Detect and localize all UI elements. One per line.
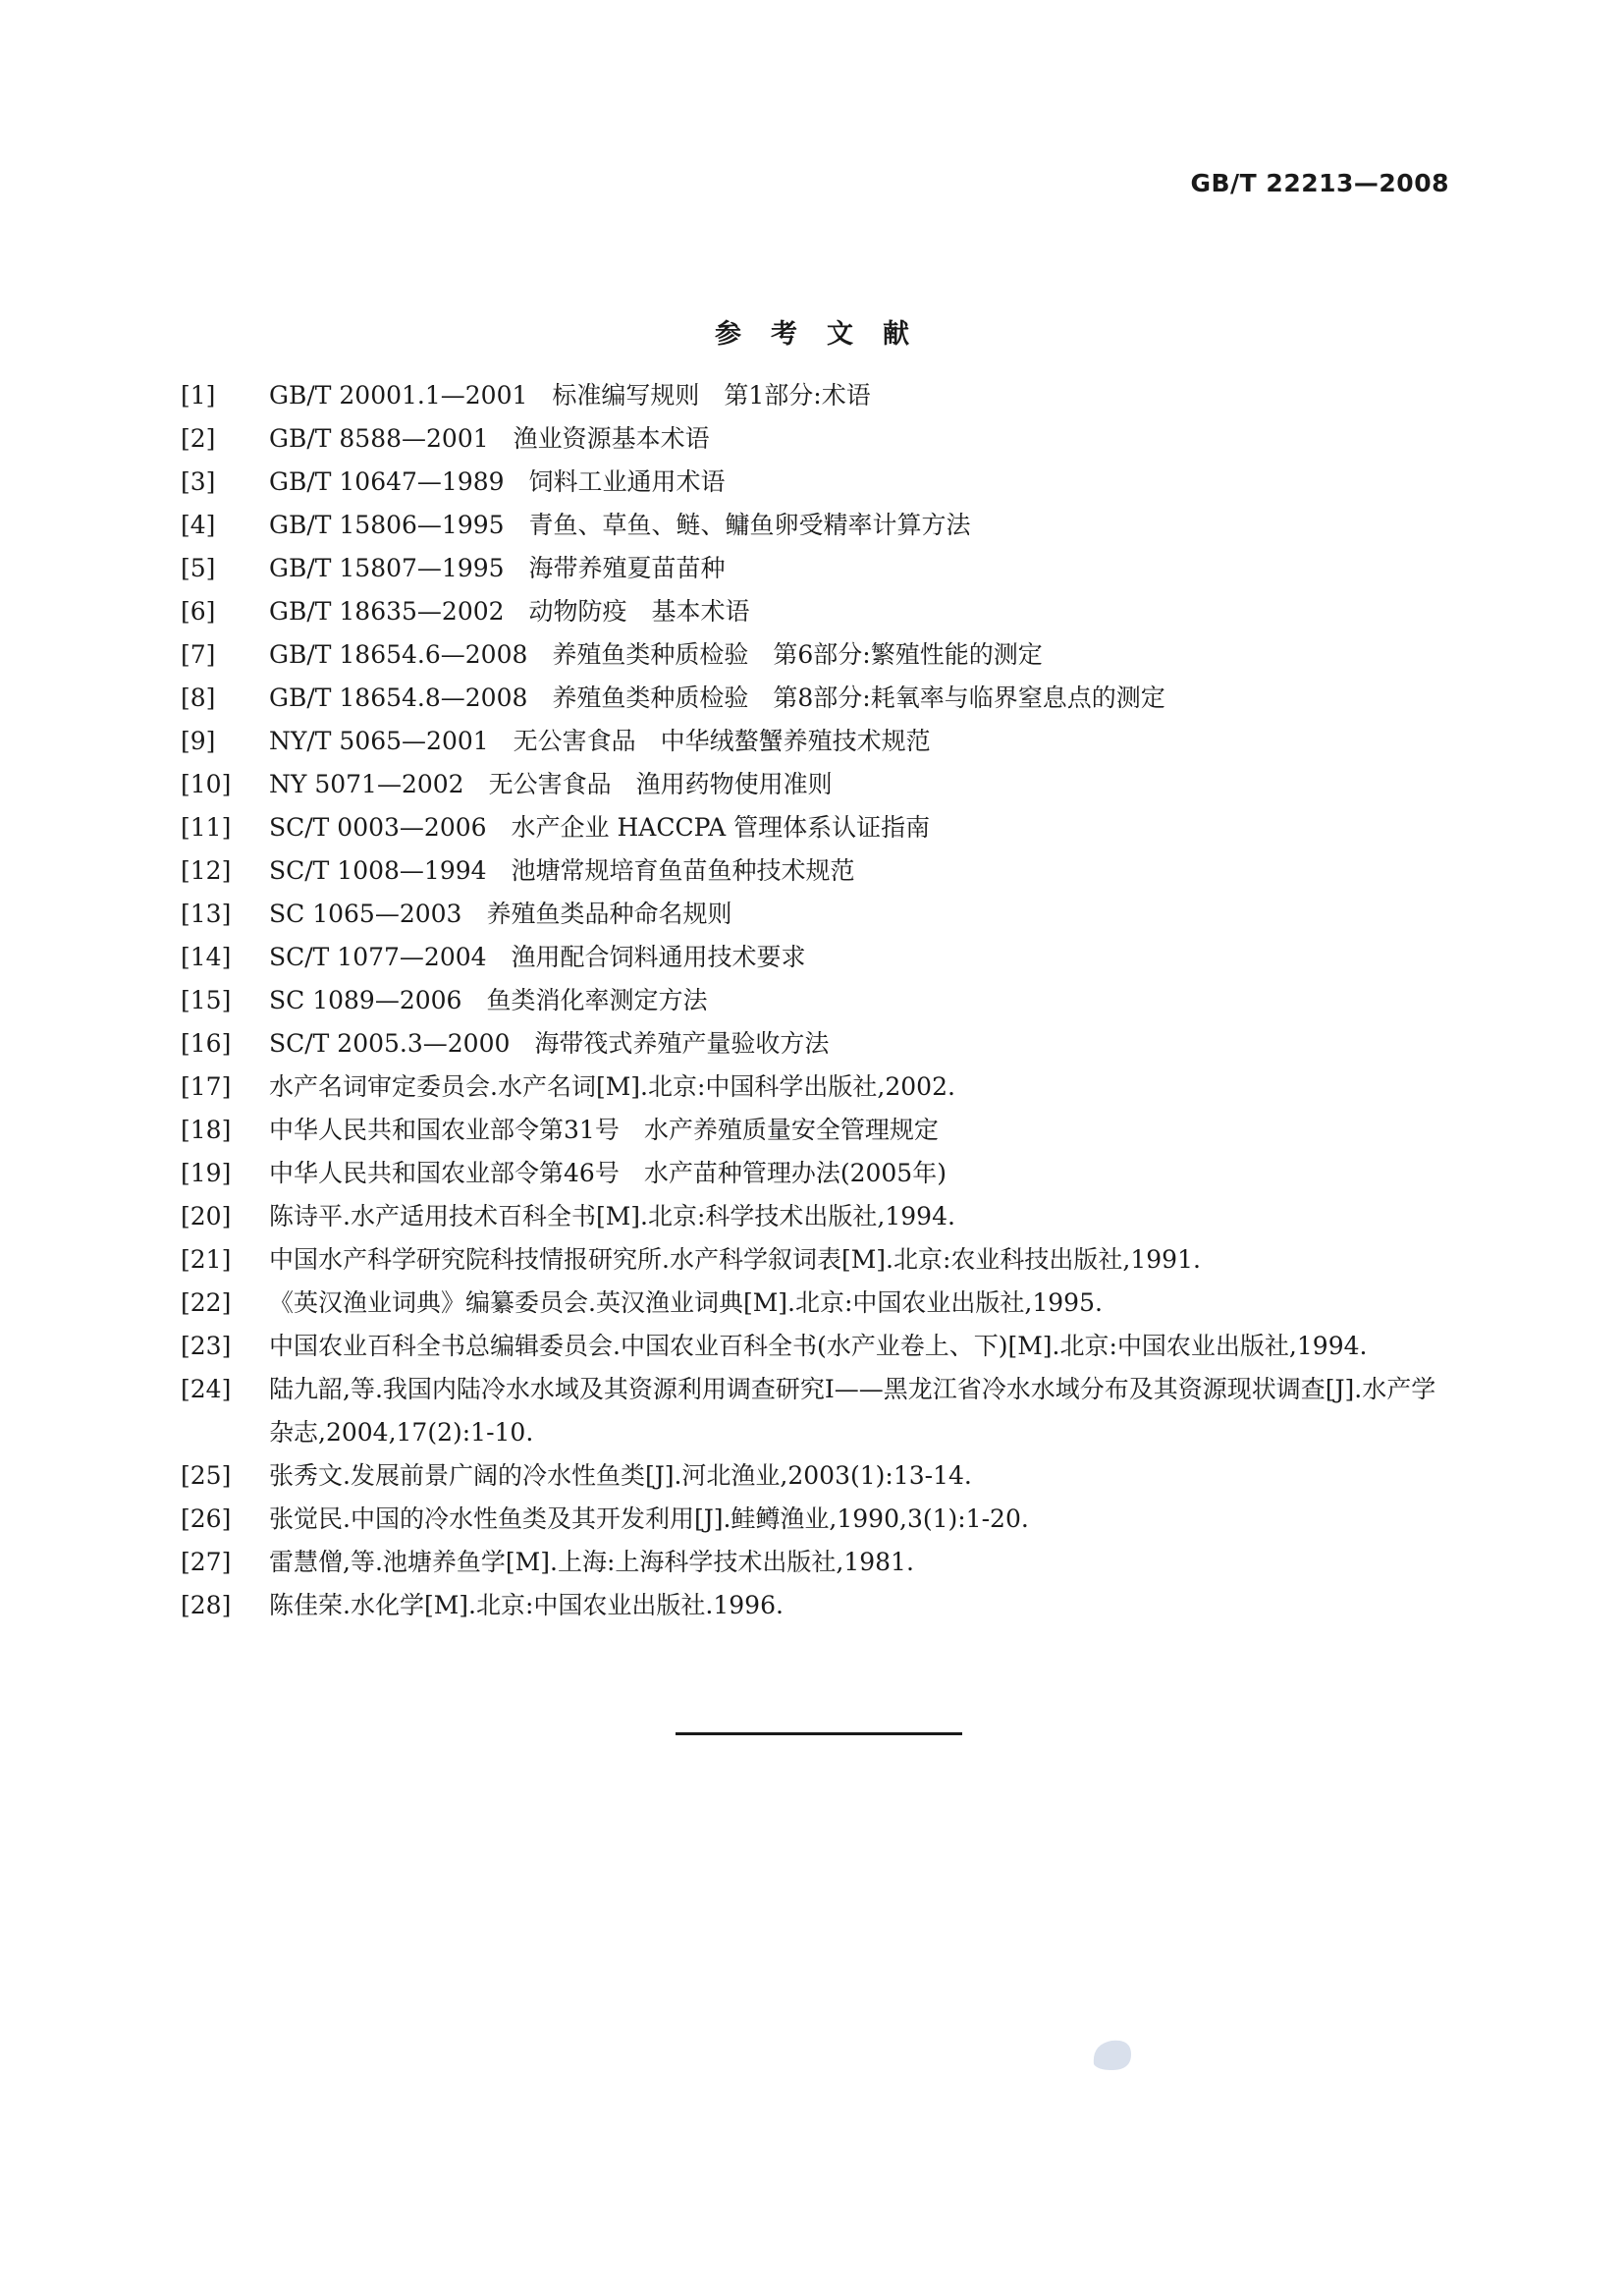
reference-number: [4] — [181, 511, 216, 539]
reference-item — [181, 720, 1453, 763]
reference-item — [181, 633, 1453, 677]
reference-item — [181, 893, 1453, 936]
reference-item — [181, 1454, 1453, 1498]
reference-number: [19] — [181, 1159, 232, 1187]
reference-item — [181, 936, 1453, 979]
reference-text: SC/T 1008—1994 池塘常规培育鱼苗鱼种技术规范 — [269, 856, 855, 885]
reference-number: [21] — [181, 1245, 232, 1274]
reference-number: [3] — [181, 467, 216, 496]
reference-text: SC/T 2005.3—2000 海带筏式养殖产量验收方法 — [269, 1029, 830, 1058]
reference-item — [181, 763, 1453, 806]
reference-item — [181, 590, 1453, 633]
reference-text: 张觉民.中国的冷水性鱼类及其开发利用[J].鲑鳟渔业,1990,3(1):1-20. — [269, 1504, 1029, 1533]
reference-text: GB/T 8588—2001 渔业资源基本术语 — [269, 424, 710, 453]
reference-text: GB/T 20001.1—2001 标准编写规则 第1部分:术语 — [269, 381, 871, 410]
reference-item — [181, 1541, 1453, 1584]
sac-watermark-icon — [1088, 2035, 1135, 2074]
reference-item — [181, 1368, 1453, 1454]
reference-text: SC 1089—2006 鱼类消化率测定方法 — [269, 986, 708, 1014]
reference-item — [181, 547, 1453, 590]
reference-number: [15] — [181, 986, 232, 1014]
reference-text: 中国水产科学研究院科技情报研究所.水产科学叙词表[M].北京:农业科技出版社,1991. — [269, 1245, 1201, 1274]
reference-text: 中华人民共和国农业部令第31号 水产养殖质量安全管理规定 — [269, 1116, 939, 1144]
reference-text: 雷慧僧,等.池塘养鱼学[M].上海:上海科学技术出版社,1981. — [269, 1548, 914, 1576]
reference-text: 张秀文.发展前景广阔的冷水性鱼类[J].河北渔业,2003(1):13-14. — [269, 1461, 972, 1490]
section-title: 参考文献 — [715, 319, 939, 350]
reference-item — [181, 417, 1453, 461]
reference-number: [1] — [181, 381, 216, 410]
reference-number: [27] — [181, 1548, 232, 1576]
reference-number: [17] — [181, 1072, 232, 1101]
reference-text: GB/T 10647—1989 饲料工业通用术语 — [269, 467, 726, 496]
reference-item — [181, 1325, 1453, 1368]
reference-number: [2] — [181, 424, 216, 453]
reference-number: [11] — [181, 813, 232, 842]
reference-number: [13] — [181, 900, 232, 928]
reference-text: GB/T 18654.6—2008 养殖鱼类种质检验 第6部分:繁殖性能的测定 — [269, 640, 1043, 669]
reference-text: 《英汉渔业词典》编纂委员会.英汉渔业词典[M].北京:中国农业出版社,1995. — [269, 1288, 1103, 1317]
reference-item — [181, 1238, 1453, 1282]
reference-number: [25] — [181, 1461, 232, 1490]
standard-code: GB/T 22213—2008 — [1190, 169, 1449, 197]
reference-number: [12] — [181, 856, 232, 885]
reference-number: [10] — [181, 770, 232, 798]
reference-number: [6] — [181, 597, 216, 626]
reference-text: 水产名词审定委员会.水产名词[M].北京:中国科学出版社,2002. — [269, 1072, 955, 1101]
reference-item — [181, 461, 1453, 504]
reference-item — [181, 1195, 1453, 1238]
reference-text: GB/T 18635—2002 动物防疫 基本术语 — [269, 597, 750, 626]
reference-number: [20] — [181, 1202, 232, 1230]
reference-item — [181, 677, 1453, 720]
end-rule — [676, 1732, 962, 1735]
reference-item — [181, 1066, 1453, 1109]
reference-item — [181, 1498, 1453, 1541]
reference-item — [181, 849, 1453, 893]
reference-text: 中国农业百科全书总编辑委员会.中国农业百科全书(水产业卷上、下)[M].北京:中国农业出版社,1994. — [269, 1332, 1368, 1360]
reference-text: GB/T 15806—1995 青鱼、草鱼、鲢、鳙鱼卵受精率计算方法 — [269, 511, 971, 539]
reference-item — [181, 1022, 1453, 1066]
reference-text: SC/T 1077—2004 渔用配合饲料通用技术要求 — [269, 943, 806, 971]
reference-number: [28] — [181, 1591, 232, 1619]
reference-text: NY/T 5065—2001 无公害食品 中华绒螯蟹养殖技术规范 — [269, 727, 931, 755]
reference-text: 陈佳荣.水化学[M].北京:中国农业出版社.1996. — [269, 1591, 784, 1619]
reference-item — [181, 1152, 1453, 1195]
reference-number: [5] — [181, 554, 216, 582]
reference-text: SC/T 0003—2006 水产企业 HACCPA 管理体系认证指南 — [269, 813, 931, 842]
reference-item — [181, 374, 1453, 417]
reference-number: [22] — [181, 1288, 232, 1317]
reference-text: NY 5071—2002 无公害食品 渔用药物使用准则 — [269, 770, 833, 798]
reference-item — [181, 1584, 1453, 1627]
reference-item — [181, 806, 1453, 849]
reference-item — [181, 1109, 1453, 1152]
reference-number: [8] — [181, 683, 216, 712]
reference-list — [181, 374, 1453, 1627]
reference-number: [14] — [181, 943, 232, 971]
reference-text: 陆九韶,等.我国内陆冷水水域及其资源利用调查研究Ⅰ——黑龙江省冷水水域分布及其资源现状调查[J].水产学杂志,2004,17(2):1-10. — [269, 1375, 1436, 1447]
reference-number: [7] — [181, 640, 216, 669]
reference-text: 中华人民共和国农业部令第46号 水产苗种管理办法(2005年) — [269, 1159, 947, 1187]
reference-item — [181, 979, 1453, 1022]
reference-item — [181, 1282, 1453, 1325]
reference-text: SC 1065—2003 养殖鱼类品种命名规则 — [269, 900, 732, 928]
reference-number: [16] — [181, 1029, 232, 1058]
reference-text: GB/T 15807—1995 海带养殖夏苗苗种 — [269, 554, 726, 582]
reference-number: [9] — [181, 727, 216, 755]
reference-number: [18] — [181, 1116, 232, 1144]
reference-number: [23] — [181, 1332, 232, 1360]
reference-text: GB/T 18654.8—2008 养殖鱼类种质检验 第8部分:耗氧率与临界窒息点的测定 — [269, 683, 1165, 712]
reference-number: [24] — [181, 1375, 232, 1403]
reference-text: 陈诗平.水产适用技术百科全书[M].北京:科学技术出版社,1994. — [269, 1202, 955, 1230]
reference-number: [26] — [181, 1504, 232, 1533]
reference-item — [181, 504, 1453, 547]
